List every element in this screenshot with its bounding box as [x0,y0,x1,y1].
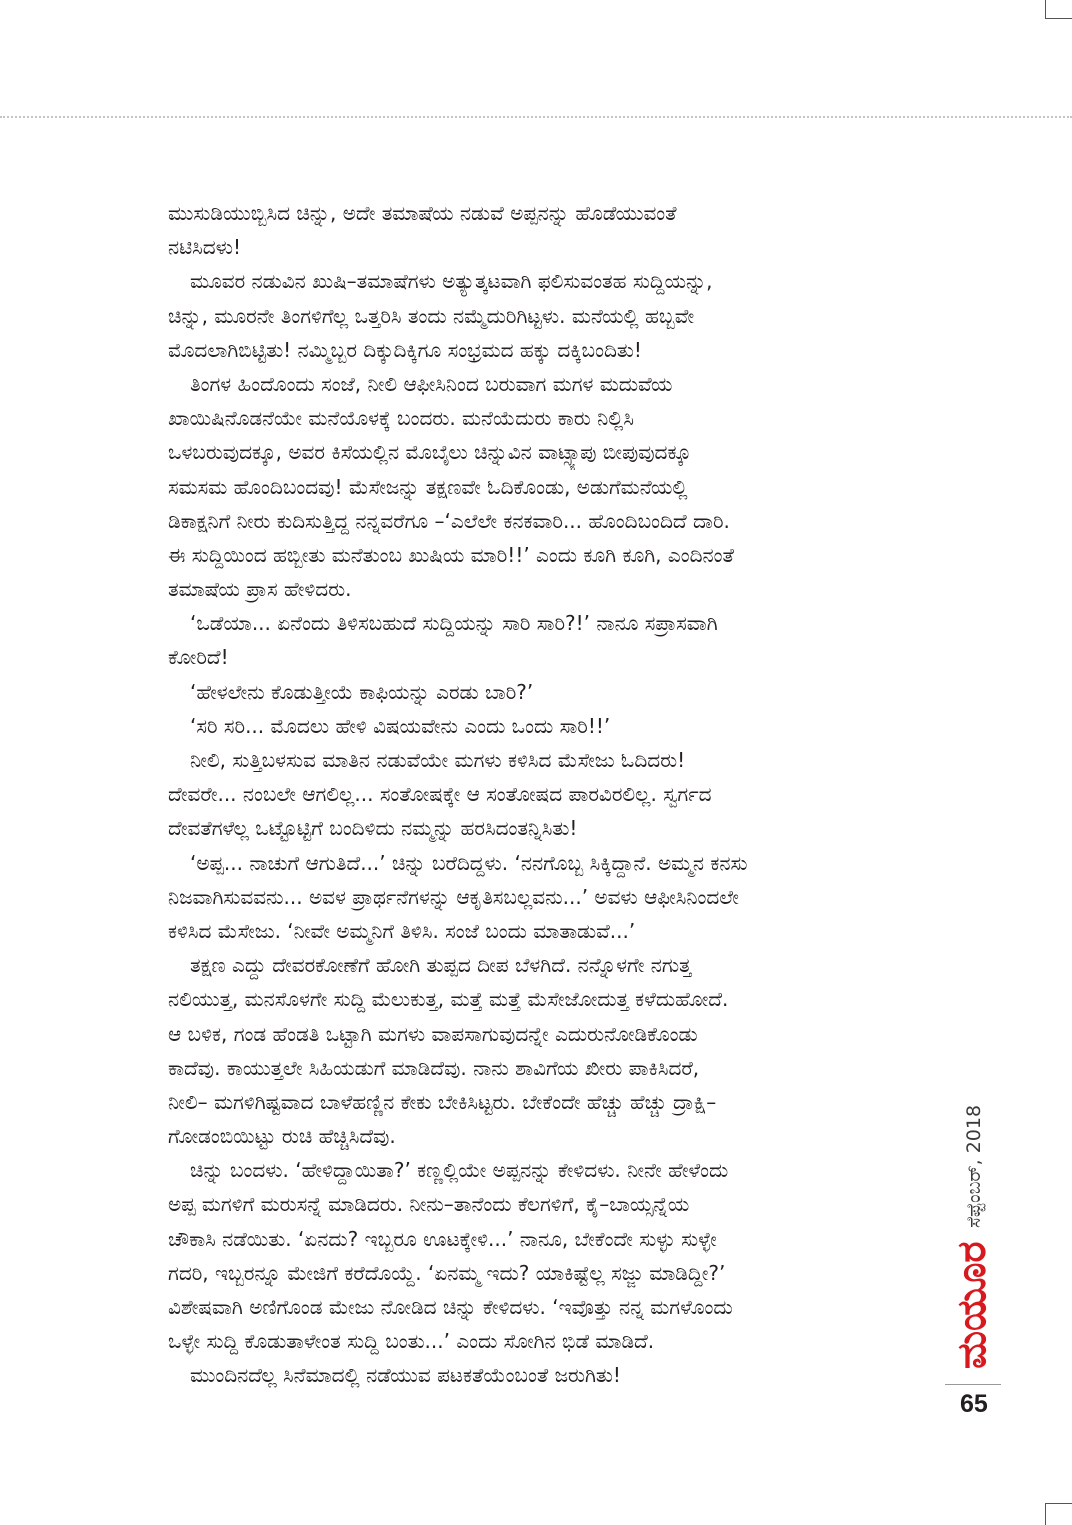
crop-mark-top-right-horizontal [1045,18,1072,19]
text-line: ‘ಅಪ್ಪ... ನಾಚುಗೆ ಆಗುತಿದೆ...’ ಚಿನ್ನು ಬರೆದಿದ್ದಳು. ‘ನನಗೊಬ್ಬ ಸಿಕ್ಕಿದ್ದಾನೆ. ಅಮ್ಮನ ಕನಸು [190,850,748,875]
paragraph [168,675,908,709]
text-line: ಗೋಡಂಬಿಯಿಟ್ಟು ರುಚಿ ಹೆಚ್ಚಿಸಿದೆವು. [168,1124,396,1149]
article-body [168,196,908,1393]
text-line: ದೇವರೇ... ನಂಬಲೇ ಆಗಲಿಲ್ಲ... ಸಂತೋಷಕ್ಕೇ ಆ ಸಂತೋಷದ ಪಾರವಿರಲಿಲ್ಲ. ಸ್ವರ್ಗದ [168,782,712,807]
paragraph [168,264,908,367]
text-line: ತಕ್ಷಣ ಎದ್ದು ದೇವರಕೋಣೆಗೆ ಹೋಗಿ ತುಪ್ಪದ ದೀಪ ಬೆಳಗಿದೆ. ನನ್ನೊಳಗೇ ನಗುತ್ತ [190,953,692,978]
text-line: ‘ಹೇಳಲೇನು ಕೊಡುತ್ತೀಯೆ ಕಾಫಿಯನ್ನು ಎರಡು ಬಾರಿ?’ [190,679,534,704]
paragraph [168,1153,908,1358]
text-line: ಕೋರಿದೆ! [168,645,229,670]
dotted-separator [0,116,1072,118]
crop-mark-bottom-right-vertical [1045,1503,1046,1525]
text-line: ಸಮಸಮ ಹೊಂದಿಬಂದವು! ಮೆಸೇಜನ್ನು ತಕ್ಷಣವೇ ಓದಿಕೊಂಡು, ಅಡುಗೆಮನೆಯಲ್ಲಿ [168,474,688,499]
paragraph [168,196,908,264]
text-line: ಒಳ್ಳೇ ಸುದ್ದಿ ಕೊಡುತಾಳೇಂತ ಸುದ್ದಿ ಬಂತು...’ ಎಂದು ಸೋಗಿನ ಭಿಡೆ ಮಾಡಿದೆ. [168,1329,655,1354]
text-line: ‘ಒಡೆಯಾ... ಏನೆಂದು ತಿಳಿಸಬಹುದೆ ಸುದ್ದಿಯನ್ನು ಸಾರಿ ಸಾರಿ?!’ ನಾನೂ ಸಪ್ರಾಸವಾಗಿ [190,611,718,636]
text-line: ನೀಲಿ– ಮಗಳಿಗಿಷ್ಟವಾದ ಬಾಳೆಹಣ್ಣಿನ ಕೇಕು ಬೇಕಿಸಿಟ್ಟರು. ಬೇಕೆಂದೇ ಹೆಚ್ಚು ಹೆಚ್ಚು ದ್ರಾಕ್ಷಿ– [168,1089,717,1114]
issue-date: ಸೆಪ್ಟೆಂಬರ್, 2018 [963,1104,985,1228]
paragraph [168,743,908,846]
sidebar-divider [945,1384,1001,1385]
text-line: ಒಳಬರುವುದಕ್ಕೂ, ಅವರ ಕಿಸೆಯಲ್ಲಿನ ಮೊಬೈಲು ಚಿನ್ನುವಿನ ವಾಟ್ಸ್ಯಾಪು ಬೀಪುವುದಕ್ಕೂ [168,440,692,465]
text-line: ತಿಂಗಳ ಹಿಂದೊಂದು ಸಂಜೆ, ನೀಲಿ ಆಫೀಸಿನಿಂದ ಬರುವಾಗ ಮಗಳ ಮದುವೆಯ [190,371,673,396]
text-line: ಚಿನ್ನು ಬಂದಳು. ‘ಹೇಳಿದ್ದಾಯಿತಾ?’ ಕಣ್ಣಲ್ಲಿಯೇ ಅಪ್ಪನನ್ನು ಕೇಳಿದಳು. ನೀನೇ ಹೇಳೆಂದು [190,1158,729,1183]
text-line: ಗದರಿ, ಇಬ್ಬರನ್ನೂ ಮೇಜಿಗೆ ಕರೆದೊಯ್ದೆ. ‘ಏನಮ್ಮ ಇದು? ಯಾಕಿಷ್ಟೆಲ್ಲ ಸಜ್ಜು ಮಾಡಿದ್ದೀ?’ [168,1260,726,1285]
paragraph [168,367,908,606]
text-line: ‘ಸರಿ ಸರಿ... ಮೊದಲು ಹೇಳಿ ವಿಷಯವೇನು ಎಂದು ಒಂದು ಸಾರಿ!!’ [190,713,611,738]
text-line: ನಲಿಯುತ್ತ, ಮನಸೊಳಗೇ ಸುದ್ದಿ ಮೆಲುಕುತ್ತ, ಮತ್ತೆ ಮತ್ತೆ ಮೆಸೇಜೋದುತ್ತ ಕಳೆದುಹೋದೆ. [168,987,729,1012]
crop-mark-bottom-right-horizontal [1045,1503,1072,1504]
text-line: ತಮಾಷೆಯ ಪ್ರಾಸ ಹೇಳಿದರು. [168,577,352,602]
text-line: ಆ ಬಳಿಕ, ಗಂಡ ಹೆಂಡತಿ ಒಟ್ಟಾಗಿ ಮಗಳು ವಾಪಸಾಗುವುದನ್ನೇ ಎದುರುನೋಡಿಕೊಂಡು [168,1021,698,1046]
text-line: ವಿಶೇಷವಾಗಿ ಅಣಿಗೊಂಡ ಮೇಜು ನೋಡಿದ ಚಿನ್ನು ಕೇಳಿದಳು. ‘ಇವೊತ್ತು ನನ್ನ ಮಗಳೊಂದು [168,1295,733,1319]
paragraph [168,948,908,1153]
text-line: ಕಾದೆವು. ಕಾಯುತ್ತಲೇ ಸಿಹಿಯಡುಗೆ ಮಾಡಿದೆವು. ನಾನು ಶಾವಿಗೆಯ ಖೀರು ಪಾಕಿಸಿದರೆ, [168,1055,700,1080]
text-line: ಖಾಯಿಷಿನೊಡನೆಯೇ ಮನೆಯೊಳಕ್ಕೆ ಬಂದರು. ಮನೆಯೆದುರು ಕಾರು ನಿಲ್ಲಿಸಿ [168,406,634,431]
text-line: ಮೊದಲಾಗಿಬಿಟ್ಟಿತು! ನಮ್ಮಿಬ್ಬರ ದಿಕ್ಕುದಿಕ್ಕಿಗೂ ಸಂಭ್ರಮದ ಹಕ್ಕು ದಕ್ಕಿಬಂದಿತು! [168,337,642,362]
text-line: ಮೂವರ ನಡುವಿನ ಖುಷಿ–ತಮಾಷೆಗಳು ಅತ್ಯುತ್ಕಟವಾಗಿ ಫಲಿಸುವಂತಹ ಸುದ್ದಿಯನ್ನು, [190,269,713,294]
paragraph [168,709,908,743]
crop-mark-top-right-vertical [1045,0,1046,18]
page-number: 65 [960,1390,988,1418]
text-line: ಮುಸುಡಿಯುಬ್ಬಿಸಿದ ಚಿನ್ನು, ಅದೇ ತಮಾಷೆಯ ನಡುವೆ ಅಪ್ಪನನ್ನು ಹೊಡೆಯುವಂತೆ [168,201,677,225]
magazine-logo: ಮಯೂರ [949,1241,995,1369]
text-line: ದೇವತೆಗಳೆಲ್ಲ ಒಟ್ಟೊಟ್ಟಿಗೆ ಬಂದಿಳಿದು ನಮ್ಮನ್ನು ಹರಸಿದಂತನ್ನಿಸಿತು! [168,816,578,841]
paragraph [168,606,908,674]
text-line: ಚೌಕಾಸಿ ನಡೆಯಿತು. ‘ಏನದು? ಇಬ್ಬರೂ ಊಟಕ್ಕೇಳಿ...’ ನಾನೂ, ಬೇಕೆಂದೇ ಸುಳ್ಳು ಸುಳ್ಳೇ [168,1226,717,1251]
paragraph [168,846,908,949]
text-line: ಡಿಕಾಕ್ಷನಿಗೆ ನೀರು ಕುದಿಸುತ್ತಿದ್ದ ನನ್ನವರೆಗೂ –‘ಎಲೆಲೇ ಕನಕವಾರಿ... ಹೊಂದಿಬಂದಿದೆ ದಾರಿ. [168,508,730,533]
text-line: ಕಳಿಸಿದ ಮೆಸೇಜು. ‘ನೀವೇ ಅಮ್ಮನಿಗೆ ತಿಳಿಸಿ. ಸಂಜೆ ಬಂದು ಮಾತಾಡುವೆ...’ [168,918,636,943]
paragraph [168,1358,908,1392]
text-line: ನೀಲಿ, ಸುತ್ತಿಬಳಸುವ ಮಾತಿನ ನಡುವೆಯೇ ಮಗಳು ಕಳಿಸಿದ ಮೆಸೇಜು ಓದಿದರು! [190,748,686,772]
text-line: ನಿಜವಾಗಿಸುವವನು... ಅವಳ ಪ್ರಾರ್ಥನೆಗಳನ್ನು ಆಕೃತಿಸಬಲ್ಲವನು...’ ಅವಳು ಆಫೀಸಿನಿಂದಲೇ [168,884,739,909]
text-line: ಚಿನ್ನು, ಮೂರನೇ ತಿಂಗಳಿಗೆಲ್ಲ ಒತ್ತರಿಸಿ ತಂದು ನಮ್ಮೆದುರಿಗಿಟ್ಟಳು. ಮನೆಯಲ್ಲಿ ಹಬ್ಬವೇ [168,303,695,328]
text-line: ಅಪ್ಪ ಮಗಳಿಗೆ ಮರುಸನ್ನೆ ಮಾಡಿದರು. ನೀನು–ತಾನೆಂದು ಕೆಲಗಳಿಗೆ, ಕೈ–ಬಾಯ್ಸನ್ನೆಯ [168,1192,690,1217]
text-line: ಮುಂದಿನದೆಲ್ಲ ಸಿನೆಮಾದಲ್ಲಿ ನಡೆಯುವ ಪಟಕತೆಯೆಂಬಂತೆ ಜರುಗಿತು! [190,1363,621,1388]
text-line: ನಟಿಸಿದಳು! [168,235,241,260]
text-line: ಈ ಸುದ್ದಿಯಿಂದ ಹಬ್ಬೀತು ಮನೆತುಂಬ ಖುಷಿಯ ಮಾರಿ!!’ ಎಂದು ಕೂಗಿ ಕೂಗಿ, ಎಂದಿನಂತೆ [168,542,734,567]
